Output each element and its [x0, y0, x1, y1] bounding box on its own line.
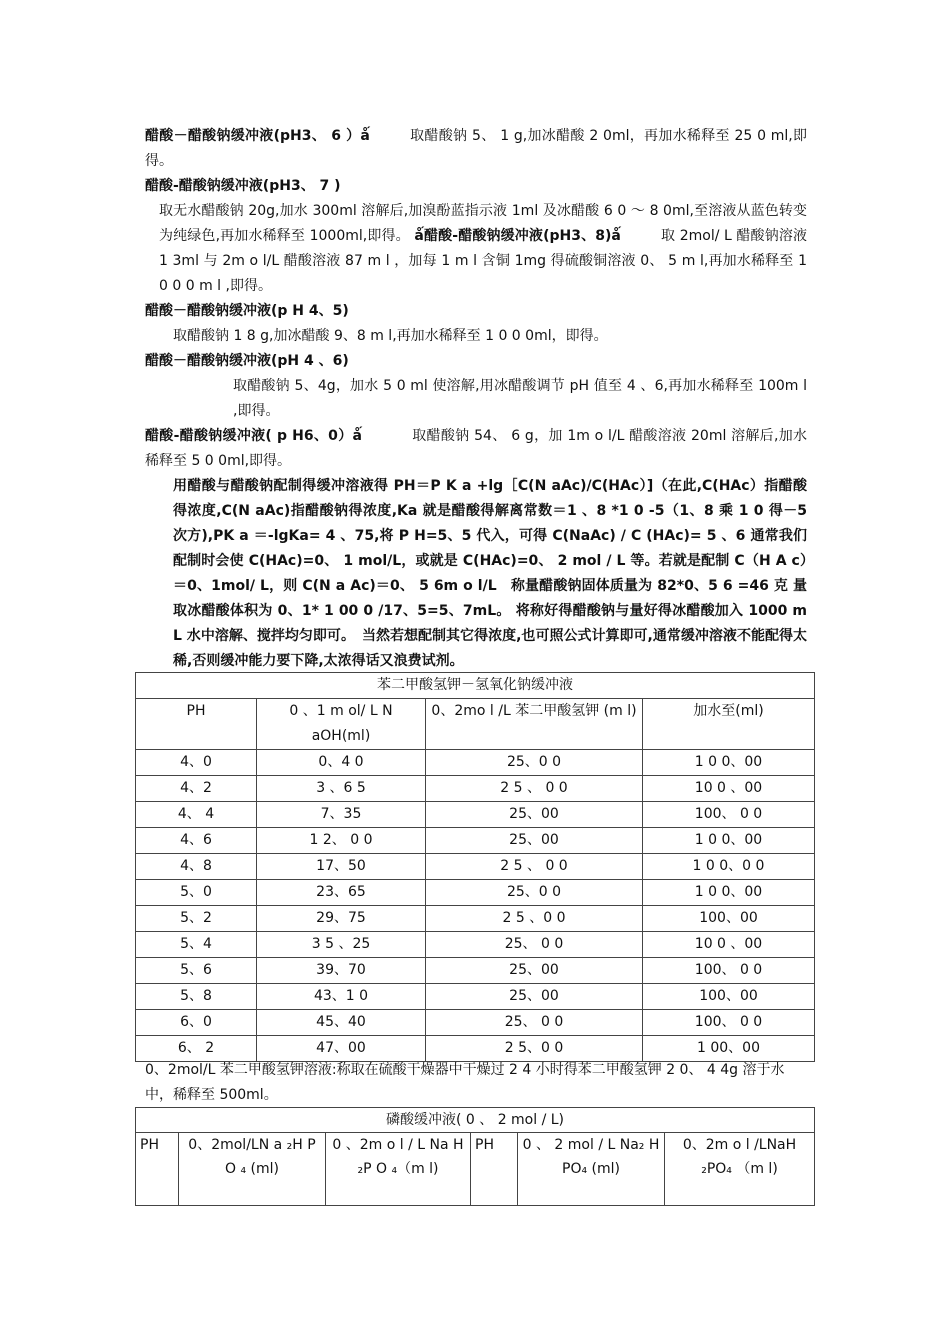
table-cell: 1 0 0、0 0 [643, 854, 815, 880]
table-cell: 2 5、0 0 [426, 1036, 643, 1062]
table-cell: 1 0 0、00 [643, 750, 815, 776]
section-title: 醋酸-醋酸钠缓冲液( p H6、0）ǻ [145, 428, 362, 444]
table-cell: 7、35 [257, 802, 426, 828]
table-cell: 25、0 0 [426, 880, 643, 906]
section-ph6-0 [145, 424, 807, 474]
table-row [136, 854, 815, 880]
table-cell: 3 5 、25 [257, 932, 426, 958]
table-cell: 100、00 [643, 906, 815, 932]
table-cell: 4、6 [136, 828, 257, 854]
phthalate-buffer-table [135, 672, 815, 1062]
header-cell: 加水至(ml) [643, 699, 815, 750]
table-cell: 25、00 [426, 802, 643, 828]
table-row [136, 984, 815, 1010]
table-cell: 39、70 [257, 958, 426, 984]
note-text: 0、2mol/L 苯二甲酸氢钾溶液:称取在硫酸干燥器中干燥过 2 4 小时得苯二甲酸氢钾 2 0、 4 4g 溶于水中，稀释至 500ml。 [145, 1062, 785, 1103]
table-cell: 1 0 0、00 [643, 828, 815, 854]
table-cell: 6、0 [136, 1010, 257, 1036]
section-ph3-6 [145, 124, 807, 174]
table-cell: 3 、6 5 [257, 776, 426, 802]
header-cell: 0、2m o l /LNaH ₂PO₄ （m l) [665, 1133, 815, 1206]
header-cell: 0 、 2 mol / L Na₂ H PO₄ (ml) [518, 1133, 665, 1206]
section-text: 取 2mol/ L 醋酸钠溶液 1 3ml 与 2m o l/L 醋酸溶液 87 m l ，加每 1 m l 含铜 1mg 得硫酸铜溶液 0、 5 m l,再加水稀释至 1 0 0 0 m l ,即得。 [159, 228, 807, 294]
table-row [136, 880, 815, 906]
header-cell: PH [471, 1133, 518, 1206]
table-cell: 100、 0 0 [643, 802, 815, 828]
table-cell: 10 0 、00 [643, 776, 815, 802]
table-cell: 2 5 、0 0 [426, 906, 643, 932]
table-cell: 4、8 [136, 854, 257, 880]
table-cell: 5、2 [136, 906, 257, 932]
section-text: 取醋酸钠 1 8 g,加冰醋酸 9、8 m l,再加水稀释至 1 0 0 0ml，即得。 [173, 328, 608, 344]
header-cell: PH [136, 699, 257, 750]
table-cell: 5、6 [136, 958, 257, 984]
table-cell: 29、75 [257, 906, 426, 932]
table-cell: 5、4 [136, 932, 257, 958]
table-cell: 25、0 0 [426, 750, 643, 776]
table-header-row [136, 699, 815, 750]
table-cell: 2 5 、 0 0 [426, 854, 643, 880]
section-title: ǻ醋酸-醋酸钠缓冲液(pH3、8)ǻ [414, 228, 621, 244]
header-cell: 0 、2m o l / L Na H ₂P O ₄（m l) [326, 1133, 471, 1206]
table-header-row [136, 1133, 815, 1206]
table-cell: 47、00 [257, 1036, 426, 1062]
table-row [136, 906, 815, 932]
section-text: 取醋酸钠 5、4g，加水 5 0 ml 使溶解,用冰醋酸调节 pH 值至 4 、6,再加水稀释至 100m l ,即得。 [233, 378, 807, 419]
table-row [136, 776, 815, 802]
section-title: 醋酸－醋酸钠缓冲液(pH3、 6 ）ǻ [145, 128, 370, 144]
section-ph3-7-text [145, 199, 807, 299]
table-cell: 2 5 、 0 0 [426, 776, 643, 802]
table-cell: 43、1 0 [257, 984, 426, 1010]
table-cell: 100、 0 0 [643, 958, 815, 984]
section-text: 取无水醋酸钠 20g,加水 300ml 溶解后,加溴酚蓝指示液 1ml 及冰醋酸 6 0 ～ 8 0ml,至溶液从蓝色转变为纯绿色,再加水稀释至 1000ml,即得。 [159, 203, 807, 244]
document-body [145, 124, 807, 674]
table-row [136, 932, 815, 958]
section-text: 取醋酸钠 5、 1 g,加冰醋酸 2 0ml，再加水稀释至 25 0 ml,即得。 [145, 128, 807, 169]
table-cell: 1 00、00 [643, 1036, 815, 1062]
table-row [136, 958, 815, 984]
table-cell: 17、50 [257, 854, 426, 880]
table-row [136, 750, 815, 776]
header-cell: 0 、1 m ol/ L N aOH(ml) [257, 699, 426, 750]
table-cell: 6、 2 [136, 1036, 257, 1062]
section-text: 取醋酸钠 54、 6 g，加 1m o l/L 醋酸溶液 20ml 溶解后,加水稀释至 5 0 0ml,即得。 [145, 428, 807, 469]
header-cell: 0、2mol/LN a ₂H P O ₄ (ml) [179, 1133, 326, 1206]
phosphate-buffer-table [135, 1107, 815, 1206]
section-title: 醋酸-醋酸钠缓冲液(pH3、 7 ) [145, 178, 341, 194]
table-cell: 1 0 0、00 [643, 880, 815, 906]
table-title: 磷酸缓冲液( 0 、 2 mol / L) [136, 1108, 815, 1133]
table-row [136, 802, 815, 828]
table-cell: 25、00 [426, 984, 643, 1010]
table-cell: 25、00 [426, 958, 643, 984]
table-title: 苯二甲酸氢钾－氢氧化钠缓冲液 [136, 673, 815, 699]
table-cell: 25、 0 0 [426, 932, 643, 958]
table-cell: 10 0 、00 [643, 932, 815, 958]
header-cell: 0、2mo l /L 苯二甲酸氢钾 (m l) [426, 699, 643, 750]
table-cell: 45、40 [257, 1010, 426, 1036]
table-cell: 1 2、 0 0 [257, 828, 426, 854]
table-cell: 4、 4 [136, 802, 257, 828]
table-cell: 25、 0 0 [426, 1010, 643, 1036]
table-row [136, 1010, 815, 1036]
table-cell: 100、 0 0 [643, 1010, 815, 1036]
table-cell: 5、0 [136, 880, 257, 906]
explanation-text: 用醋酸与醋酸钠配制得缓冲溶液得 PH＝P K a +lg［C(N aAc)/C(HAc）]（在此,C(HAc）指醋酸得浓度,C(N aAc)指醋酸钠得浓度,Ka 就是醋酸得解离常数＝1 、8 *1 0 -5（1、8 乘 1 0 得－5 次方),PK a ＝-lgKa= 4 、75,将 P H=5、5 代入，可得 C(NaAc) / C (HAc)= 5 、6 通常我们配制时会使 C(HAc)=0、 1 mol/L，或就是 C(HAc)=0、 2 mol / L 等。若就是配制 C（H A c）＝0、1mol/ L，则 C(N a Ac)＝0、 5 6m o l/L 称量醋酸钠固体质量为 82*0、5 6 =46 克 量取冰醋酸体积为 0、1* 1 00 0 /17、5=5、7mL。 将称好得醋酸钠与量好得冰醋酸加入 1000 m L 水中溶解、搅拌均匀即可。 当然若想配制其它得浓度,也可照公式计算即可,通常缓冲溶液不能配得太稀,否则缓冲能力要下降,太浓得话又浪费试剂。 [173, 478, 807, 669]
table-cell: 4、0 [136, 750, 257, 776]
header-cell: PH [136, 1133, 179, 1206]
table-cell: 100、00 [643, 984, 815, 1010]
table-cell: 0、4 0 [257, 750, 426, 776]
table-cell: 23、65 [257, 880, 426, 906]
table-cell: 5、8 [136, 984, 257, 1010]
section-title: 醋酸－醋酸钠缓冲液(p H 4、5) [145, 303, 349, 319]
table-cell: 25、00 [426, 828, 643, 854]
table-row [136, 828, 815, 854]
section-title: 醋酸－醋酸钠缓冲液(pH 4 、6) [145, 353, 349, 369]
table-cell: 4、2 [136, 776, 257, 802]
